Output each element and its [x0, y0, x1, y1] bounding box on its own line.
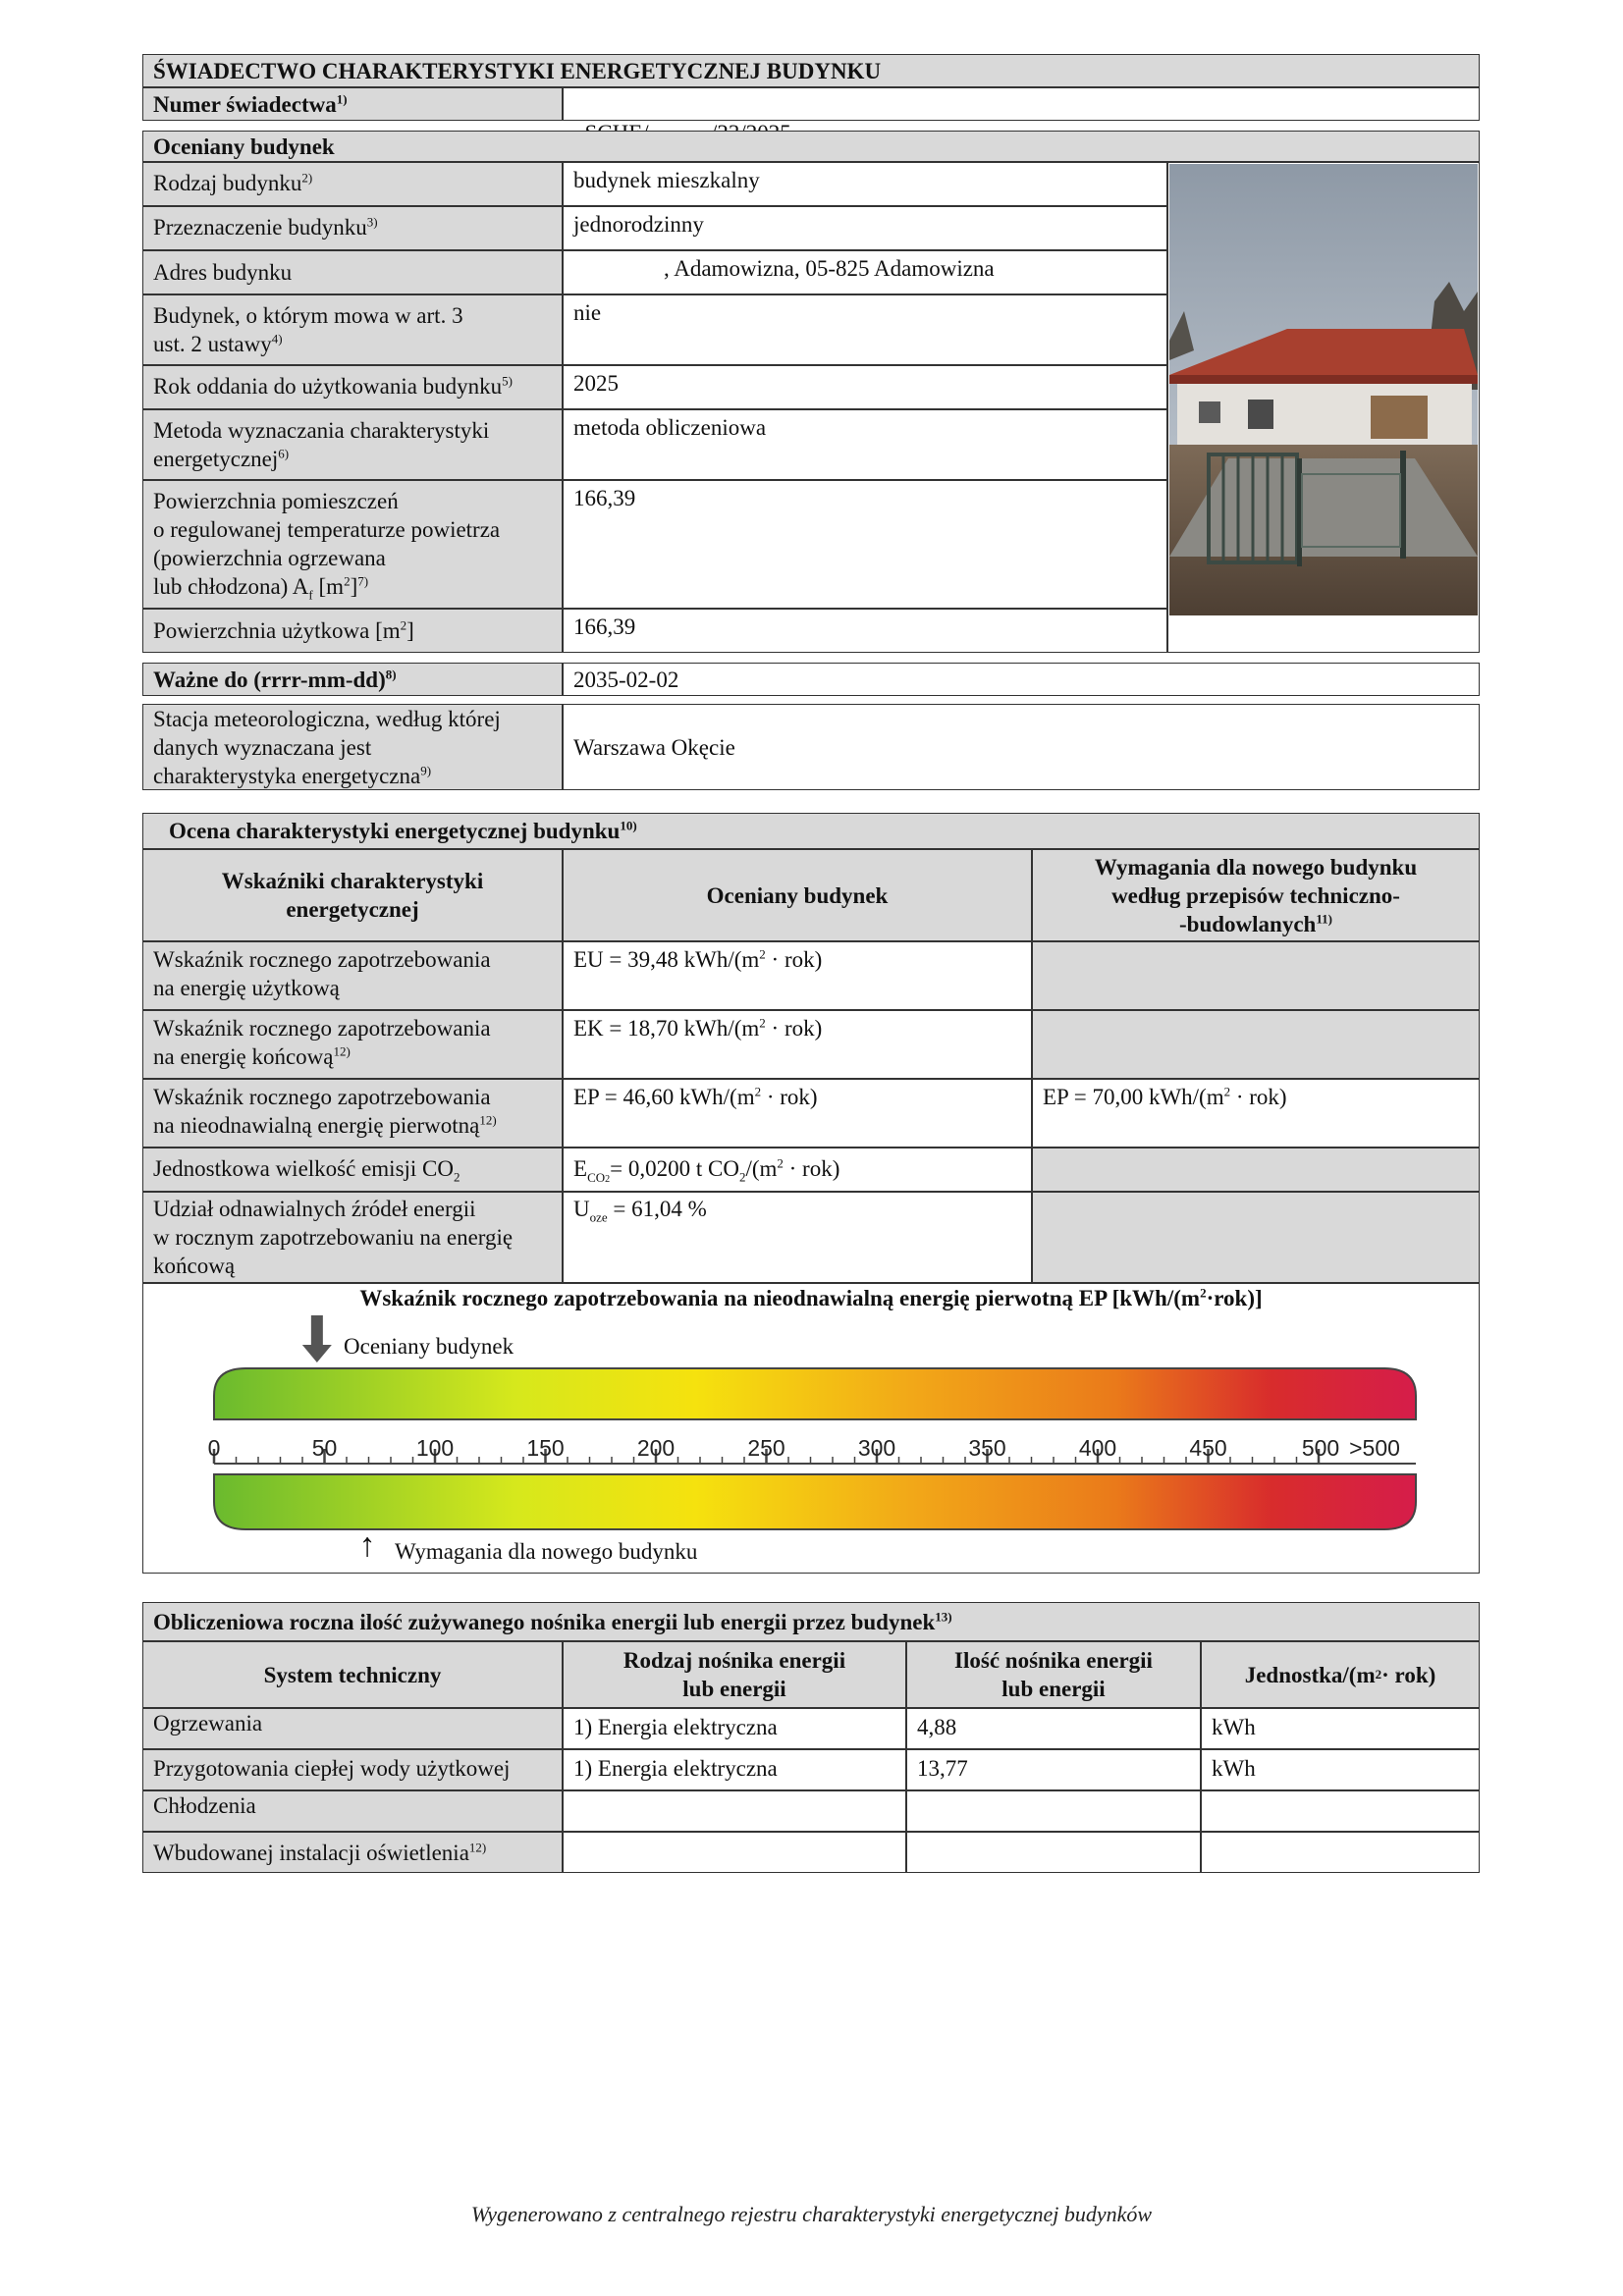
ep-scale-tick-label: 0	[207, 1435, 221, 1461]
building-section-title: Oceniany budynek	[142, 131, 1480, 162]
carriers-row-dhw-unit: kWh	[1201, 1749, 1480, 1790]
building-type-value: budynek mieszkalny	[563, 162, 1167, 206]
carriers-row-heating-amount: 4,88	[906, 1708, 1201, 1749]
building-art3-value: nie	[563, 294, 1167, 365]
ep-scale-upper-bar	[214, 1368, 1416, 1419]
building-marker-label: Oceniany budynek	[344, 1334, 514, 1359]
oze-label: Udział odnawialnych źródeł energii w rocznym zapotrzebowaniu na energię końcową	[142, 1192, 563, 1283]
ep-scale-tick-label: 500	[1301, 1435, 1340, 1461]
building-purpose-label: Przeznaczenie budynku$^{3)}$	[142, 206, 563, 250]
ek-label: Wskaźnik rocznego zapotrzebowania na energię końcową$^{12)}$	[142, 1010, 563, 1079]
ep-scale-tick-label: 400	[1078, 1435, 1117, 1461]
carriers-row-cooling-system: Chłodzenia	[142, 1790, 563, 1832]
carriers-row-dhw-amount: 13,77	[906, 1749, 1201, 1790]
valid-until-label: Ważne do (rrrr-mm-dd)$^{8)}$	[142, 663, 563, 696]
weather-station-label: Stacja meteorologiczna, według której danych wyznaczana jest charakterystyka energetyczna$^{9)}$	[142, 704, 563, 790]
ep-scale-tick-labels	[0, 1435, 1623, 1465]
ep-scale-tick-label: >500	[1349, 1435, 1400, 1461]
carriers-row-heating-carrier: 1) Energia elektryczna	[563, 1708, 906, 1749]
carriers-row-lighting-amount	[906, 1832, 1201, 1873]
heated-area-value: 166,39	[563, 480, 1167, 609]
carriers-row-cooling-amount	[906, 1790, 1201, 1832]
ep-scale-tick-label: 200	[636, 1435, 676, 1461]
carriers-row-dhw-carrier: 1) Energia elektryczna	[563, 1749, 906, 1790]
ep-scale-tick-label: 450	[1189, 1435, 1227, 1461]
footer-note: Wygenerowano z centralnego rejestru charakterystyki energetycznej budynków	[470, 2202, 1153, 2226]
carriers-row-lighting-carrier	[563, 1832, 906, 1873]
carriers-col-unit: Jednostka/(m 2 · rok)	[1201, 1641, 1480, 1708]
building-purpose-value: jednorodzinny	[563, 206, 1167, 250]
eu-label: Wskaźnik rocznego zapotrzebowania na energię użytkową	[142, 941, 563, 1010]
usable-area-value: 166,39	[563, 609, 1167, 653]
carriers-row-lighting-system: Wbudowanej instalacji oświetlenia$^{12)}$	[142, 1832, 563, 1873]
carriers-row-lighting-unit	[1201, 1832, 1480, 1873]
carriers-row-heating-unit: kWh	[1201, 1708, 1480, 1749]
building-marker-arrow	[302, 1315, 332, 1362]
carriers-row-cooling-unit	[1201, 1790, 1480, 1832]
requirement-marker-arrow: ↑	[358, 1527, 376, 1564]
ep-scale-tick-label: 250	[747, 1435, 785, 1461]
oze-value: $U_{oze} = 61,04$ %	[563, 1192, 1032, 1283]
carriers-col-carrier: Rodzaj nośnika energii lub energii	[563, 1641, 906, 1708]
commission-year-label: Rok oddania do użytkowania budynku$^{5)}$	[142, 365, 563, 409]
assessment-col-indicators: Wskaźniki charakterystyki energetycznej	[142, 849, 563, 941]
method-value: metoda obliczeniowa	[563, 409, 1167, 480]
commission-year-value: 2025	[563, 365, 1167, 409]
ep-scale-tick-label: 350	[968, 1435, 1006, 1461]
ep-value: EP = 46,60 kWh/$(m^2 \cdot rok)$	[563, 1079, 1032, 1148]
carriers-row-cooling-carrier	[563, 1790, 906, 1832]
ep-scale-tick-label: 100	[415, 1435, 455, 1461]
assessment-title: Ocena charakterystyki energetycznej budynku$^{10)}$	[142, 813, 1480, 849]
certificate-title: ŚWIADECTWO CHARAKTERYSTYKI ENERGETYCZNEJ BUDYNKU	[142, 54, 1480, 87]
carriers-row-dhw-system: Przygotowania ciepłej wody użytkowej	[142, 1749, 563, 1790]
method-label: Metoda wyznaczania charakterystyki energetycznej$^{6)}$	[142, 409, 563, 480]
building-address-label: Adres budynku	[142, 250, 563, 294]
certificate-number-label: Numer świadectwa$^{1)}$	[142, 87, 563, 121]
valid-until-value: 2035-02-02	[563, 663, 1480, 696]
requirement-marker-label: Wymagania dla nowego budynku	[395, 1539, 698, 1564]
ep-scale-lower-bar	[214, 1474, 1416, 1529]
ek-value: EK = 18,70 kWh/$(m^2 \cdot rok)$	[563, 1010, 1032, 1079]
co2-label: Jednostkowa wielkość emisji $CO_2$	[142, 1148, 563, 1192]
ep-scale-title: Wskaźnik rocznego zapotrzebowania na nieodnawialną energię pierwotną EP $[kWh/(m^2\cdot rok)]$	[359, 1285, 1263, 1310]
weather-station-value: Warszawa Okęcie	[563, 704, 1480, 790]
usable-area-label: Powierzchnia użytkowa $[m^2]$	[142, 609, 563, 653]
assessment-col-requirements: Wymagania dla nowego budynku według przepisów techniczno- -budowlanych$^{11)}$	[1032, 849, 1480, 941]
ep-scale-tick-label: 50	[311, 1435, 338, 1461]
carriers-row-heating-system: Ogrzewania	[142, 1708, 563, 1749]
co2-value: $E_{CO2}= 0,0200$ t $CO_2/(m^2 \cdot rok)$	[563, 1148, 1032, 1192]
heated-area-label: Powierzchnia pomieszczeń o regulowanej temperaturze powietrza (powierzchnia ogrzewana lub chłodzona) $A_f$ $[m^2]^{7)}$	[142, 480, 563, 609]
ep-requirement: EP = 70,00 kWh/$(m^2 \cdot rok)$	[1032, 1079, 1480, 1148]
carriers-col-amount: Ilość nośnika energii lub energii	[906, 1641, 1201, 1708]
eu-value: EU = 39,48 kWh/$(m^2 \cdot rok)$	[563, 941, 1032, 1010]
carriers-title: Obliczeniowa roczna ilość zużywanego nośnika energii lub energii przez budynek$^{13)}$	[142, 1602, 1480, 1641]
ep-scale-tick-label: 150	[526, 1435, 565, 1461]
building-type-label: Rodzaj budynku$^{2)}$	[142, 162, 563, 206]
ep-scale-tick-label: 300	[857, 1435, 896, 1461]
building-address-value: , Adamowizna, 05-825 Adamowizna	[563, 250, 1167, 294]
carriers-col-system: System techniczny	[142, 1641, 563, 1708]
assessment-col-building: Oceniany budynek	[563, 849, 1032, 941]
building-art3-label: Budynek, o którym mowa w art. 3 ust. 2 ustawy$^{4)}$	[142, 294, 563, 365]
ep-label: Wskaźnik rocznego zapotrzebowania na nieodnawialną energię pierwotną$^{12)}$	[142, 1079, 563, 1148]
